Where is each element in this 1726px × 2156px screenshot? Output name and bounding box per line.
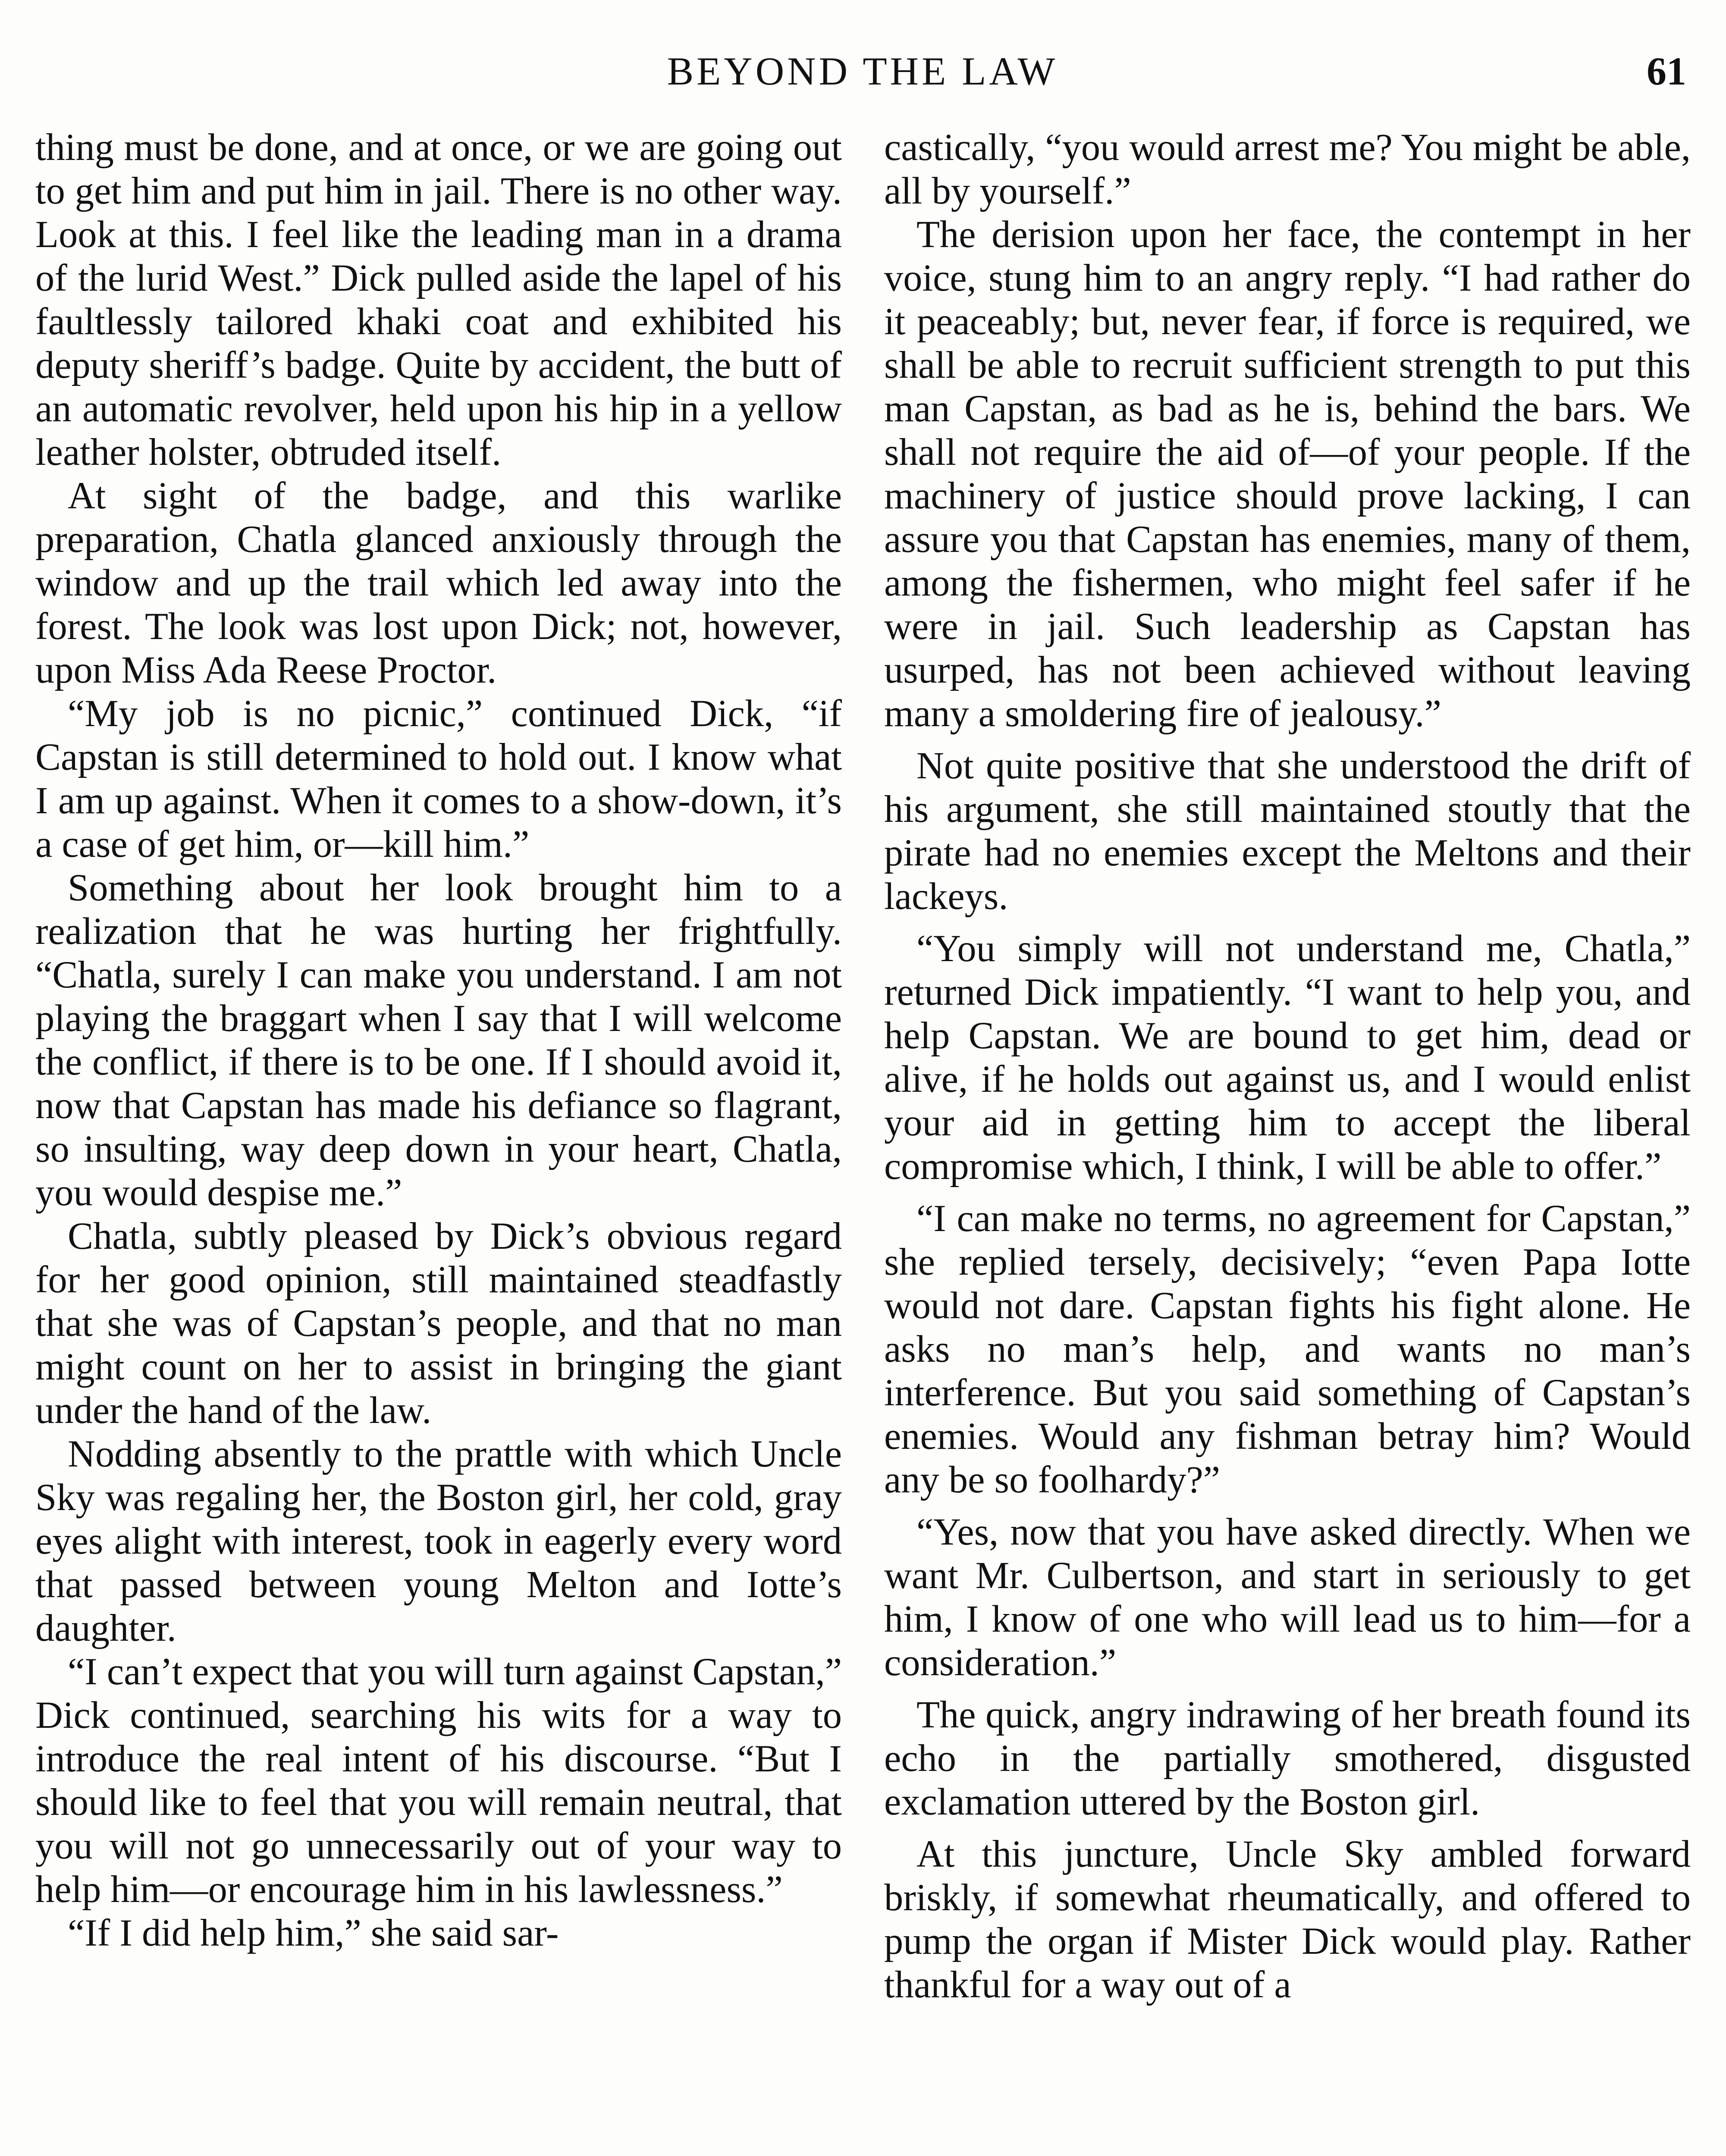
paragraph: At this juncture, Uncle Sky ambled forward briskly, if somewhat rheumatically, and offered to pump the organ if Mister Dick would play. Rather thankful for a way out of a [884, 1833, 1691, 2006]
page-number: 61 [1647, 49, 1686, 93]
paragraph: Chatla, subtly pleased by Dick’s obvious regard for her good opinion, still maintained steadfastly that she was of Capstan’s people, and that no man might count on her to assist in bringing the giant under the hand of the law. [35, 1215, 842, 1432]
paragraph: “You simply will not understand me, Chatla,” returned Dick impatiently. “I want to help you, and help Capstan. We are bound to get him, dead or alive, if he holds out against us, and I would enlist your aid in getting him to accept the liberal compromise which, I think, I will be able to offer.” [884, 928, 1691, 1188]
paragraph: “If I did help him,” she said sar- [68, 1912, 559, 1954]
running-title: BEYOND THE LAW [667, 49, 1058, 93]
paragraph: The quick, angry indrawing of her breath found its echo in the partially smothered, disgusted exclamation uttered by the Boston girl. [884, 1694, 1691, 1823]
paragraph: The derision upon her face, the contempt in her voice, stung him to an angry reply. “I had rather do it peaceably; but, never fear, if force is required, we shall be able to recruit sufficient strength to put this man Capstan, as bad as he is, behind the bars. We shall not require the aid of—of your people. If the machinery of justice should prove lacking, I can assure you that Capstan has enemies, many of them, among the fishermen, who might feel safer if he were in jail. Such leadership as Capstan has usurped, has not been achieved without leaving many a smoldering fire of jealousy.” [884, 213, 1691, 735]
paragraph: castically, “you would arrest me? You might be able, all by yourself.” [884, 126, 1691, 212]
paragraph: Nodding absently to the prattle with which Uncle Sky was regaling her, the Boston girl, her cold, gray eyes alight with interest, took in eagerly every word that passed between young Melton and Iotte’s daughter. [35, 1433, 842, 1649]
left-column [35, 126, 842, 1955]
paragraph: At sight of the badge, and this warlike preparation, Chatla glanced anxiously through the window and up the trail which led away into the forest. The look was lost upon Dick; not, however, upon Miss Ada Reese Proctor. [35, 475, 842, 691]
paragraph: Something about her look brought him to a realization that he was hurting her frightfully. “Chatla, surely I can make you understand. I am not playing the braggart when I say that I will welcome the conflict, if there is to be one. If I should avoid it, now that Capstan has made his defiance so flagrant, so insulting, way deep down in your heart, Chatla, you would despise me.” [35, 867, 842, 1214]
paragraph: “I can’t expect that you will turn against Capstan,” Dick continued, searching his wits for a way to introduce the real intent of his discourse. “But I should like to feel that you will remain neutral, that you will not go unnecessarily out of your way to help him—or encourage him in his lawlessness.” [35, 1651, 842, 1911]
paragraph: “I can make no terms, no agreement for Capstan,” she replied tersely, decisively; “even Papa Iotte would not dare. Capstan fights his fight alone. He asks no man’s help, and wants no man’s interference. But you said something of Capstan’s enemies. Would any fishman betray him? Would any be so foolhardy?” [884, 1197, 1691, 1501]
paragraph: “Yes, now that you have asked directly. When we want Mr. Culbertson, and start in seriously to get him, I know of one who will lead us to him—for a consideration.” [884, 1511, 1691, 1684]
paragraph: Not quite positive that she understood the drift of his argument, she still maintained stoutly that the pirate had no enemies except the Meltons and their lackeys. [884, 745, 1691, 918]
paragraph: thing must be done, and at once, or we are going out to get him and put him in jail. There is no other way. Look at this. I feel like the leading man in a drama of the lurid West.” Dick pulled aside the lapel of his faultlessly tailored khaki coat and exhibited his deputy sheriff’s badge. Quite by accident, the butt of an automatic revolver, held upon his hip in a yellow leather holster, obtruded itself. [35, 126, 842, 473]
paragraph: “My job is no picnic,” continued Dick, “if Capstan is still determined to hold out. I know what I am up against. When it comes to a show-down, it’s a case of get him, or—kill him.” [35, 693, 842, 865]
running-head [26, 41, 1699, 101]
right-column [884, 126, 1691, 2007]
